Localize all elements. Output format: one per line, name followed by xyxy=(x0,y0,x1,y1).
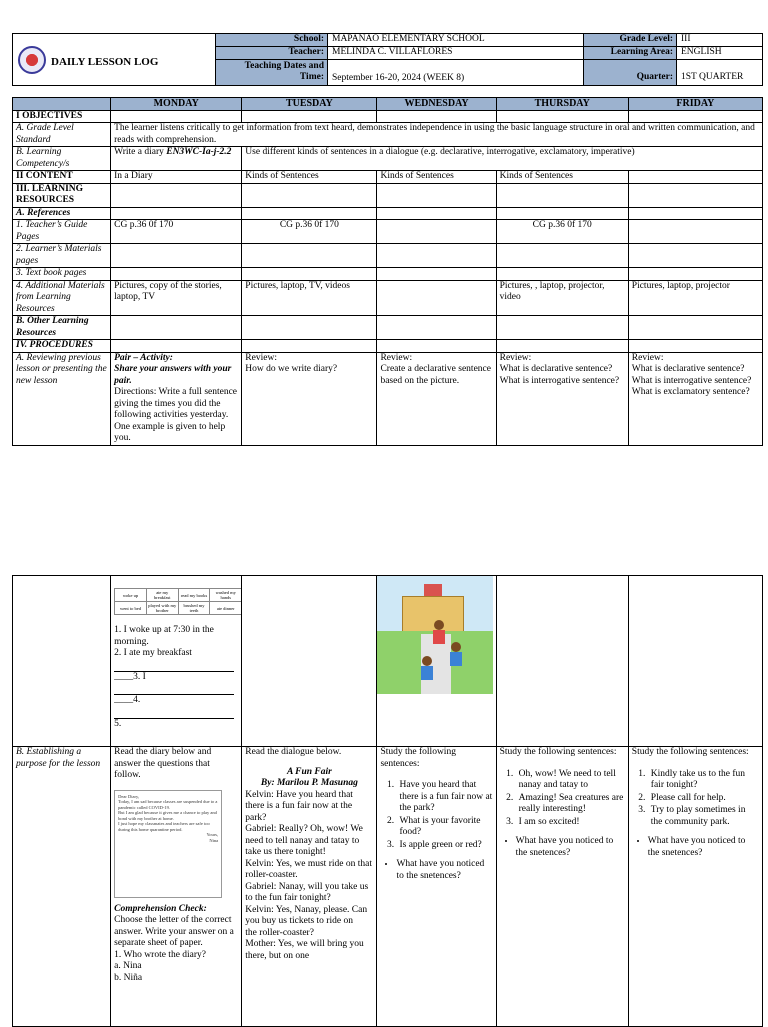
teacher-row xyxy=(216,47,762,60)
activity-worksheet xyxy=(111,576,242,747)
purpose-tuesday: Read the dialogue below. A Fun Fair By: Marilou P. Masunag Kelvin: Have you heard that there is a fun fair now at the park? Gabriel: Really? Oh, wow! We need to tell nanay and tatay to take us there tonight! Kelvin: Yes, we must ride on that roller-coaster. Gabriel: Nanay, will you take us to the fun fair tonight? Kelvin: Yes, Nanay, please. Can you buy us tickets to ride on the roller-coaster? Mother: Yes, we will bring you there, but on one xyxy=(242,747,377,1027)
school-value: MAPANAO ELEMENTARY SCHOOL xyxy=(332,34,485,44)
add-thursday: Pictures, , laptop, projector, video xyxy=(496,280,628,316)
day-thursday: THURSDAY xyxy=(496,98,628,111)
deped-seal-icon xyxy=(18,46,46,74)
school-children-picture xyxy=(377,576,493,694)
textbook-row xyxy=(13,268,763,281)
lesson-plan-continued-table xyxy=(12,575,763,1027)
references-row xyxy=(13,207,763,220)
reviewing-wednesday: Review: Create a declarative sentence based on the picture. xyxy=(377,352,496,445)
resources-row xyxy=(13,183,763,207)
grade-standard-text: The learner listens critically to get information from text heard, demonstrates independence in using the basic language structure in oral and written communication, and reads with comprehension. xyxy=(111,123,763,147)
content-wednesday: Kinds of Sentences xyxy=(377,171,496,184)
tg-monday: CG p.36 0f 170 xyxy=(111,220,242,244)
add-monday: Pictures, copy of the stories, laptop, TV xyxy=(111,280,242,316)
competency-monday: Write a diary EN3WC-Ia-j-2.2 xyxy=(111,147,242,171)
reviewing-continued-row xyxy=(13,576,763,747)
teacher-value: MELINDA C. VILLAFLORES xyxy=(332,47,453,57)
grade-label: Grade Level: xyxy=(583,34,677,46)
add-tuesday: Pictures, laptop, TV, videos xyxy=(242,280,377,316)
competency-row xyxy=(13,147,763,171)
other-resources-row xyxy=(13,316,763,340)
diary-picture: Dear Diary, Today, I am sad because classes are suspended due to a pandemic called COVID-19. But I am glad because it gives me a chance to play and bond with my brother at home. I just hope my classmates and teachers are safe too during this home quarantine period. Yours, Nina xyxy=(114,790,222,898)
corner-cell xyxy=(13,98,111,111)
grade-value: III xyxy=(681,34,691,44)
lesson-log-header xyxy=(12,33,763,86)
document-title: DAILY LESSON LOG xyxy=(51,56,159,68)
content-title: II CONTENT xyxy=(13,171,111,184)
quarter-value: 1ST QUARTER xyxy=(681,72,744,82)
additional-materials-label: 4. Additional Materials from Learning Resources xyxy=(13,280,111,316)
answer-5: 5. xyxy=(114,718,122,729)
answer-2: 2. I ate my breakfast xyxy=(114,648,192,658)
reviewing-label: A. Reviewing previous lesson or presenting the new lesson xyxy=(13,352,111,445)
teachers-guide-label: 1. Teacher’s Guide Pages xyxy=(13,220,111,244)
grade-standard-label: A. Grade Level Standard xyxy=(13,123,111,147)
day-tuesday: TUESDAY xyxy=(242,98,377,111)
teacher-label: Teacher: xyxy=(216,47,328,59)
reviewing-row xyxy=(13,352,763,445)
content-tuesday: Kinds of Sentences xyxy=(242,171,377,184)
answer-4: ____4. xyxy=(114,695,141,705)
wednesday-picture-cell xyxy=(377,576,496,747)
learners-materials-row xyxy=(13,244,763,268)
quarter-label: Quarter: xyxy=(583,60,677,85)
additional-materials-row xyxy=(13,280,763,316)
answer-3: ____3. I xyxy=(114,671,146,682)
reviewing-friday: Review: What is declarative sentence? What is interrogative sentence? What is exclamatory sentence? xyxy=(628,352,762,445)
area-value: ENGLISH xyxy=(681,47,722,57)
tg-thursday: CG p.36 0f 170 xyxy=(496,220,628,244)
competency-rest: Use different kinds of sentences in a dialogue (e.g. declarative, interrogative, exclamatory, imperative) xyxy=(242,147,763,171)
content-monday: In a Diary xyxy=(111,171,242,184)
dates-row xyxy=(216,60,762,85)
objectives-row xyxy=(13,110,763,123)
activity-grid: woke up ate my breakfast read my books washed my hands went to bed played with my brother brushed my teeth ate dinner xyxy=(114,588,242,615)
content-row xyxy=(13,171,763,184)
purpose-thursday: Study the following sentences: 1. Oh, wow! We need to tell nanay and tatay to 2. Amazing! Sea creatures are really interesting! 3. I am so excited! • What have you noticed to the snetences? xyxy=(496,747,628,1027)
school-label: School: xyxy=(216,34,328,46)
teachers-guide-row xyxy=(13,220,763,244)
competency-label: B. Learning Competency/s xyxy=(13,147,111,171)
day-friday: FRIDAY xyxy=(628,98,762,111)
resources-title: III. LEARNING RESOURCES xyxy=(13,183,111,207)
objectives-title: I OBJECTIVES xyxy=(13,110,111,123)
references-title: A. References xyxy=(13,207,111,220)
establishing-purpose-label: B. Establishing a purpose for the lesson xyxy=(13,747,111,1027)
establishing-purpose-row xyxy=(13,747,763,1027)
answer-1: 1. I woke up at 7:30 in the morning. xyxy=(114,625,214,647)
tg-tuesday: CG p.36 0f 170 xyxy=(242,220,377,244)
area-label: Learning Area: xyxy=(583,47,677,59)
purpose-wednesday: Study the following sentences: 1. Have you heard that there is a fun fair now at the park? 2. What is your favorite food? 3. Is apple green or red? • What have you noticed to the snetences? xyxy=(377,747,496,1027)
dates-value: September 16-20, 2024 (WEEK 8) xyxy=(332,73,465,83)
content-thursday: Kinds of Sentences xyxy=(496,171,628,184)
reviewing-monday: Pair – Activity: Share your answers with your pair. Directions: Write a full sentence giving the times you did the following activities yesterday. One example is given to help you. xyxy=(111,352,242,445)
reviewing-thursday: Review: What is declarative sentence? What is interrogative sentence? xyxy=(496,352,628,445)
procedures-row xyxy=(13,340,763,353)
learners-materials-label: 2. Learner’s Materials pages xyxy=(13,244,111,268)
dates-label: Teaching Dates and Time: xyxy=(216,60,328,85)
reviewing-tuesday: Review: How do we write diary? xyxy=(242,352,377,445)
procedures-title: IV. PROCEDURES xyxy=(13,340,111,353)
textbook-label: 3. Text book pages xyxy=(13,268,111,281)
purpose-monday: Read the diary below and answer the questions that follow. Dear Diary, Today, I am sad because classes are suspended due to a pandemic called COVID-19. But I am glad because it gives me a chance to play and bond with my brother at home. I just hope my classmates and teachers are safe too during this home quarantine period. Yours, Nina Comprehension Check: Choose the letter of the correct answer. Write your answer on a separate sheet of paper. 1. Who wrote the diary? a. Nina b. Niña xyxy=(111,747,242,1027)
day-header-row xyxy=(13,98,763,111)
lesson-plan-table xyxy=(12,97,763,446)
purpose-friday: Study the following sentences: 1. Kindly take us to the fun fair tonight? 2. Please call for help. 3. Try to play sometimes in the community park. • What have you noticed to the snetences? xyxy=(628,747,762,1027)
school-row xyxy=(216,34,762,47)
day-wednesday: WEDNESDAY xyxy=(377,98,496,111)
add-friday: Pictures, laptop, projector xyxy=(628,280,762,316)
day-monday: MONDAY xyxy=(111,98,242,111)
logo-cell xyxy=(13,34,216,85)
grade-standard-row xyxy=(13,123,763,147)
other-resources-title: B. Other Learning Resources xyxy=(13,316,111,340)
